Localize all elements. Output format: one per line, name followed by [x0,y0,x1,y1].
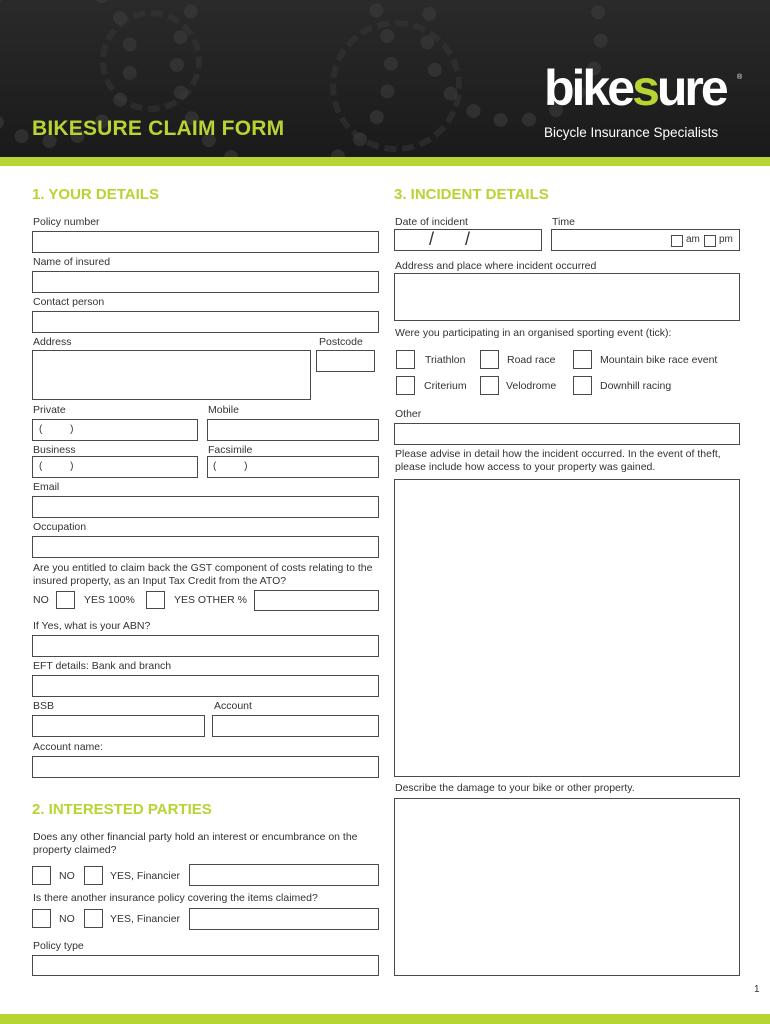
interest-yes-checkbox[interactable] [84,866,103,885]
am-label: am [686,234,700,245]
downhill-checkbox[interactable] [573,376,592,395]
other-insurance-yes-checkbox[interactable] [84,909,103,928]
area-code-parens: ( ) [39,461,74,472]
account-name-field[interactable] [32,756,379,778]
private-phone-field[interactable] [32,419,198,441]
postcode-field[interactable] [316,350,375,372]
private-phone-label: Private [33,404,66,416]
name-of-insured-field[interactable] [32,271,379,293]
date-of-incident-field[interactable] [394,229,542,251]
contact-person-label: Contact person [33,296,105,308]
section-title-incident-details: 3. INCIDENT DETAILS [394,186,549,203]
gst-other-percent-field[interactable] [254,590,379,611]
account-field[interactable] [212,715,379,737]
bsb-field[interactable] [32,715,205,737]
area-code-parens: ( ) [213,461,248,472]
name-of-insured-label: Name of insured [33,256,111,268]
mountain-bike-checkbox[interactable] [573,350,592,369]
account-label: Account [214,700,252,712]
address-label: Address [33,336,72,348]
interest-no-checkbox[interactable] [32,866,51,885]
address-field[interactable] [32,350,311,400]
contact-person-field[interactable] [32,311,379,333]
criterium-label: Criterium [424,380,467,392]
road-race-label: Road race [507,354,556,366]
downhill-label: Downhill racing [600,380,672,392]
occupation-field[interactable] [32,536,379,558]
gst-yes-other-label: YES OTHER % [174,594,247,606]
sporting-event-question: Were you participating in an organised sporting event (tick): [395,327,672,339]
bsb-label: BSB [33,700,55,712]
facsimile-field[interactable] [207,456,379,478]
business-phone-field[interactable] [32,456,198,478]
bank-branch-field[interactable] [32,675,379,697]
mobile-field[interactable] [207,419,379,441]
postcode-label: Postcode [319,336,363,348]
velodrome-checkbox[interactable] [480,376,499,395]
facsimile-label: Facsimile [208,444,253,456]
pm-label: pm [719,234,733,245]
date-of-incident-label: Date of incident [395,216,468,228]
gst-question: Are you entitled to claim back the GST component of costs relating to the insured property, as an Input Tax Credit from the ATO? [33,562,373,587]
incident-detail-instructions: Please advise in detail how the incident occurred. In the event of theft, please include how access to your property was gained. [395,448,721,473]
interest-financier-field[interactable] [189,864,379,886]
damage-description-label: Describe the damage to your bike or other property. [395,782,635,794]
other-insurance-question: Is there another insurance policy covering the items claimed? [33,892,318,904]
other-event-label: Other [395,408,422,420]
other-insurance-yes-label: YES, Financier [110,913,181,925]
abn-label: If Yes, what is your ABN? [33,620,151,632]
time-label: Time [552,216,575,228]
gst-yes100-checkbox[interactable] [146,591,165,609]
criterium-checkbox[interactable] [396,376,415,395]
pm-checkbox[interactable] [704,235,716,247]
velodrome-label: Velodrome [506,380,557,392]
policy-type-field[interactable] [32,955,379,976]
other-event-field[interactable] [394,423,740,445]
gst-no-label: NO [33,594,49,606]
logo-tagline: Bicycle Insurance Specialists [544,125,719,140]
footer-stripe [0,1014,770,1024]
bikesure-logo: bikesure [544,60,726,116]
header-stripe [0,157,770,166]
other-insurance-no-label: NO [59,913,75,925]
mobile-label: Mobile [208,404,239,416]
eft-details-label: EFT details: Bank and branch [33,660,172,672]
damage-description-field[interactable] [394,798,740,976]
incident-detail-field[interactable] [394,479,740,777]
triathlon-label: Triathlon [425,354,466,366]
registered-mark: ® [737,74,743,81]
occupation-label: Occupation [33,521,87,533]
form-title: BIKESURE CLAIM FORM [32,117,285,140]
date-separator: / [429,229,435,249]
time-field[interactable] [551,229,740,251]
interest-yes-financier-label: YES, Financier [110,870,181,882]
policy-number-label: Policy number [33,216,100,228]
mountain-bike-label: Mountain bike race event [600,354,718,366]
abn-field[interactable] [32,635,379,657]
incident-address-label: Address and place where incident occurred [395,260,597,272]
interest-no-label: NO [59,870,75,882]
other-insurance-financier-field[interactable] [189,908,379,930]
business-phone-label: Business [33,444,76,456]
triathlon-checkbox[interactable] [396,350,415,369]
email-label: Email [33,481,60,493]
gst-no-checkbox[interactable] [56,591,75,609]
section-title-interested-parties: 2. INTERESTED PARTIES [32,801,212,818]
area-code-parens: ( ) [39,424,74,435]
incident-address-field[interactable] [394,273,740,321]
email-field[interactable] [32,496,379,518]
page-number: 1 [754,984,760,995]
financial-interest-question: Does any other financial party hold an interest or encumbrance on the property claimed? [33,831,358,856]
date-separator: / [465,229,471,249]
gst-yes100-label: YES 100% [84,594,135,606]
section-title-your-details: 1. YOUR DETAILS [32,186,159,203]
am-checkbox[interactable] [671,235,683,247]
policy-number-field[interactable] [32,231,379,253]
other-insurance-no-checkbox[interactable] [32,909,51,928]
road-race-checkbox[interactable] [480,350,499,369]
account-name-label: Account name: [33,741,104,753]
policy-type-label: Policy type [33,940,84,952]
